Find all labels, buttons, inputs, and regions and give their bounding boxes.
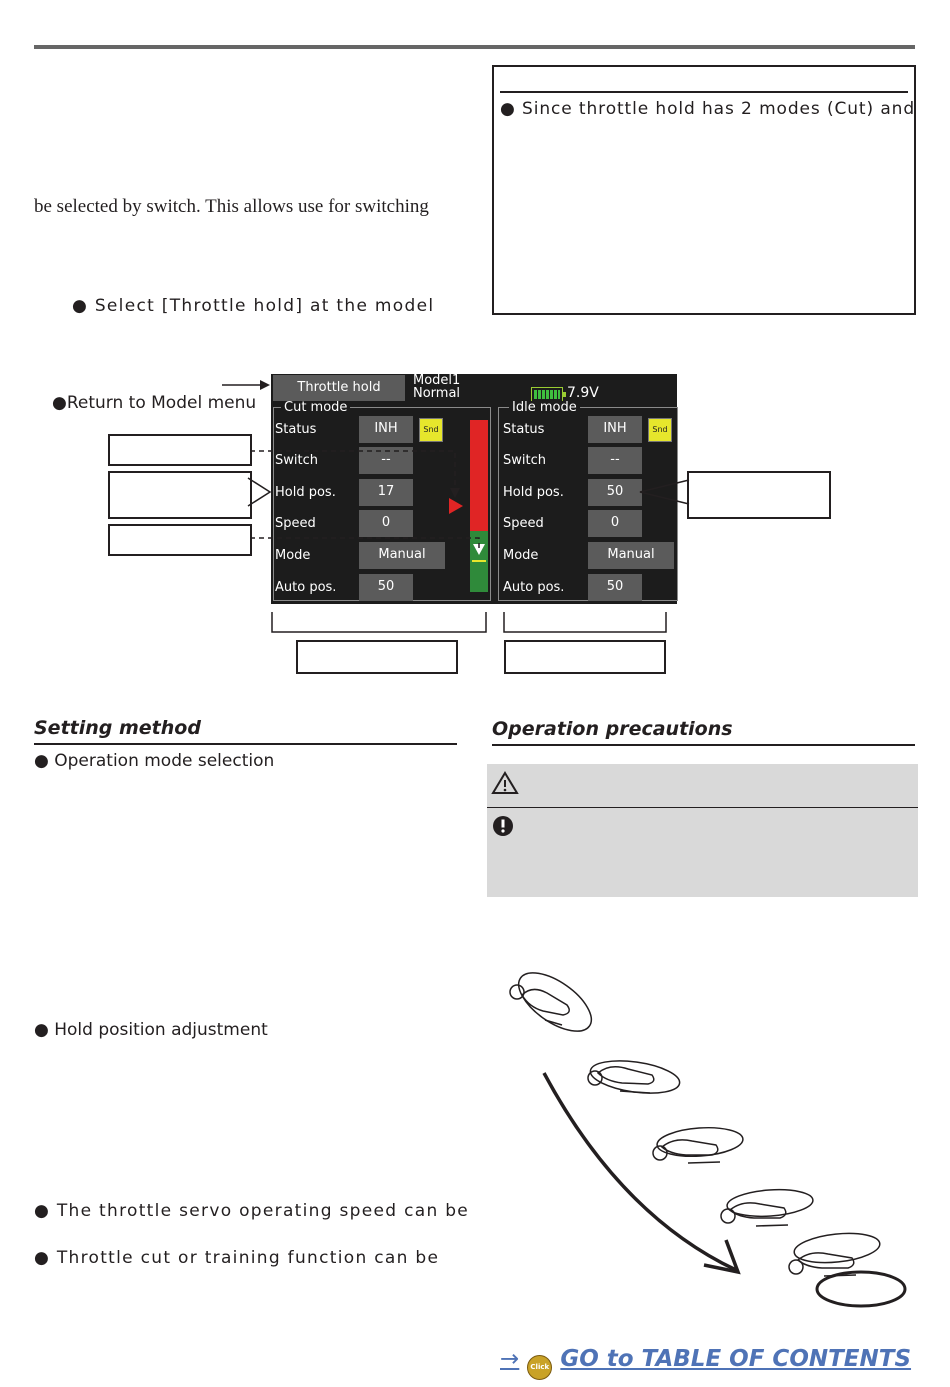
cut-hold-pos-label: Hold pos. [275, 485, 336, 500]
idle-snd-button[interactable]: Snd [648, 418, 672, 442]
toc-link-label: GO to TABLE OF CONTENTS [560, 1346, 912, 1372]
exclamation-circle-icon [492, 815, 514, 837]
idle-status-label: Status [503, 422, 545, 437]
idle-auto-pos-button[interactable]: 50 [588, 574, 642, 601]
hold-position-bullet: ● Hold position adjustment [34, 1020, 268, 1040]
idle-hold-pos-button[interactable]: 50 [588, 479, 642, 506]
warning-triangle-icon [491, 771, 519, 795]
toc-arrow: → [500, 1346, 520, 1372]
idle-mode-title: Idle mode [509, 401, 580, 415]
toc-link[interactable] [500, 1346, 911, 1380]
cut-speed-button[interactable]: 0 [359, 510, 413, 537]
cut-status-label: Status [275, 422, 317, 437]
select-instruction: ● Select [Throttle hold] at the model [72, 296, 435, 316]
idle-hold-pos-label: Hold pos. [503, 485, 564, 500]
cut-mode-label: Mode [275, 548, 311, 563]
operation-precautions-rule [492, 744, 915, 746]
idle-mode-label: Mode [503, 548, 539, 563]
landing-spot-ellipse [817, 1272, 905, 1306]
warning-box [487, 764, 918, 897]
idle-status-button[interactable]: INH [588, 416, 642, 443]
throttle-cut-bullet: ● Throttle cut or training function can be [34, 1248, 440, 1268]
return-to-model-menu-label: ●Return to Model menu [52, 393, 257, 413]
battery-voltage: 7.9V [567, 385, 599, 401]
cut-mode-title: Cut mode [281, 401, 350, 415]
servo-speed-bullet: ● The throttle servo operating speed can be [34, 1201, 470, 1221]
operation-mode-bullet: ● Operation mode selection [34, 751, 275, 771]
cut-hold-pos-button[interactable]: 17 [359, 479, 413, 506]
cut-status-button[interactable]: INH [359, 416, 413, 443]
idle-mode-button[interactable]: Manual [588, 542, 674, 569]
helicopter-illustration [500, 965, 915, 1315]
cut-switch-label: Switch [275, 453, 318, 468]
idle-speed-button[interactable]: 0 [588, 510, 642, 537]
note-box-text: ● Since throttle hold has 2 modes (Cut) and [500, 99, 916, 119]
idle-auto-pos-label: Auto pos. [503, 580, 565, 595]
idle-switch-button[interactable]: -- [588, 447, 642, 474]
cut-auto-pos-button[interactable]: 50 [359, 574, 413, 601]
operation-precautions-heading: Operation precautions [492, 718, 733, 740]
cut-snd-button[interactable]: Snd [419, 418, 443, 442]
cut-switch-button[interactable]: -- [359, 447, 413, 474]
cut-speed-label: Speed [275, 516, 316, 531]
model-name: Model1 [413, 373, 461, 388]
throttle-hold-title-button[interactable]: Throttle hold [273, 375, 405, 401]
cut-auto-pos-label: Auto pos. [275, 580, 337, 595]
click-badge-icon: Click [527, 1355, 552, 1380]
setting-method-heading: Setting method [34, 717, 201, 739]
cut-mode-button[interactable]: Manual [359, 542, 445, 569]
setting-method-rule [34, 743, 457, 745]
idle-speed-label: Speed [503, 516, 544, 531]
condition-name: Normal [413, 386, 461, 401]
intro-text-line: be selected by switch. This allows use for switching [34, 196, 429, 217]
warning-box-divider [487, 807, 918, 808]
idle-switch-label: Switch [503, 453, 546, 468]
